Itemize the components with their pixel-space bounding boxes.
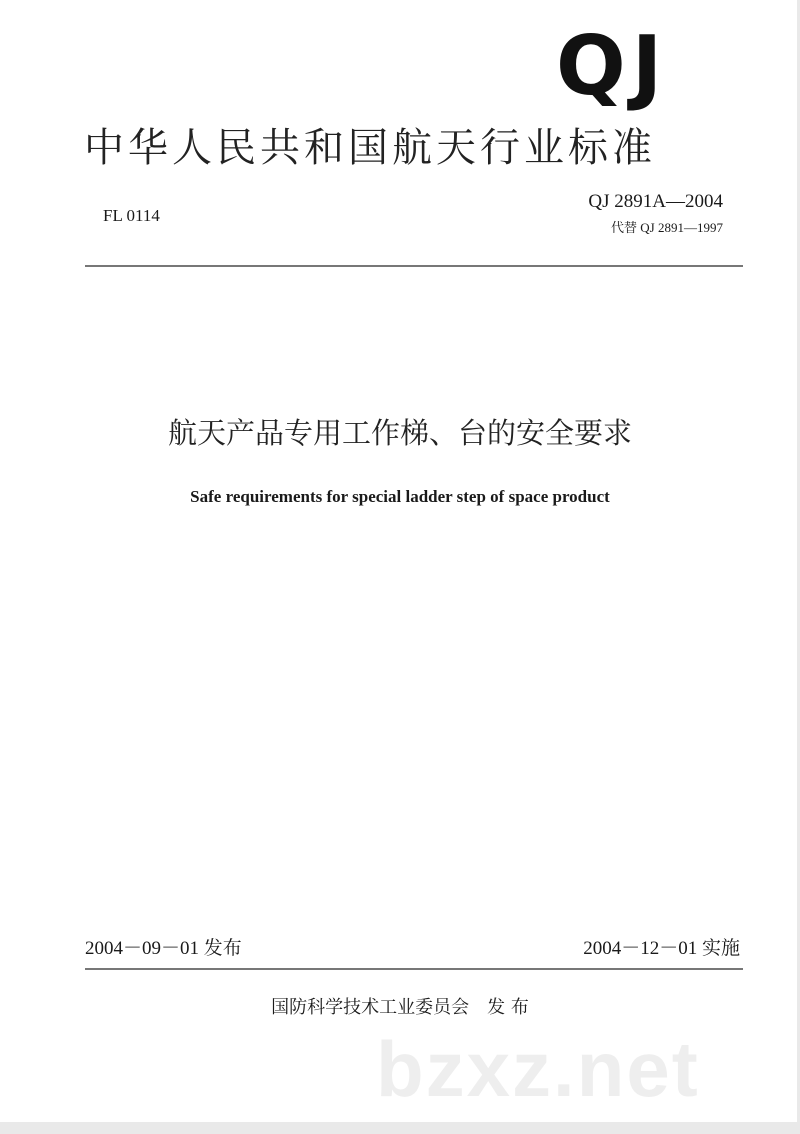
effective-date: 2004－12－01 实施 (583, 938, 740, 959)
organization-heading: 中华人民共和国航天行业标准 (84, 125, 656, 171)
qj-logo: QJ (556, 19, 669, 114)
issuer: 国防科学技术工业委员会 发 布 (271, 997, 529, 1018)
top-divider (85, 265, 743, 267)
replaces-standard: 代替 QJ 2891—1997 (611, 220, 723, 235)
watermark: bzxz.net (376, 1025, 700, 1113)
issue-date: 2004－09－01 发布 (85, 938, 242, 959)
title-english: Safe requirements for special ladder step of space product (190, 487, 610, 506)
standard-number: QJ 2891A—2004 (588, 191, 723, 212)
classification-code: FL 0114 (103, 206, 160, 225)
bottom-divider (85, 968, 743, 970)
title-chinese: 航天产品专用工作梯、台的安全要求 (167, 416, 632, 450)
